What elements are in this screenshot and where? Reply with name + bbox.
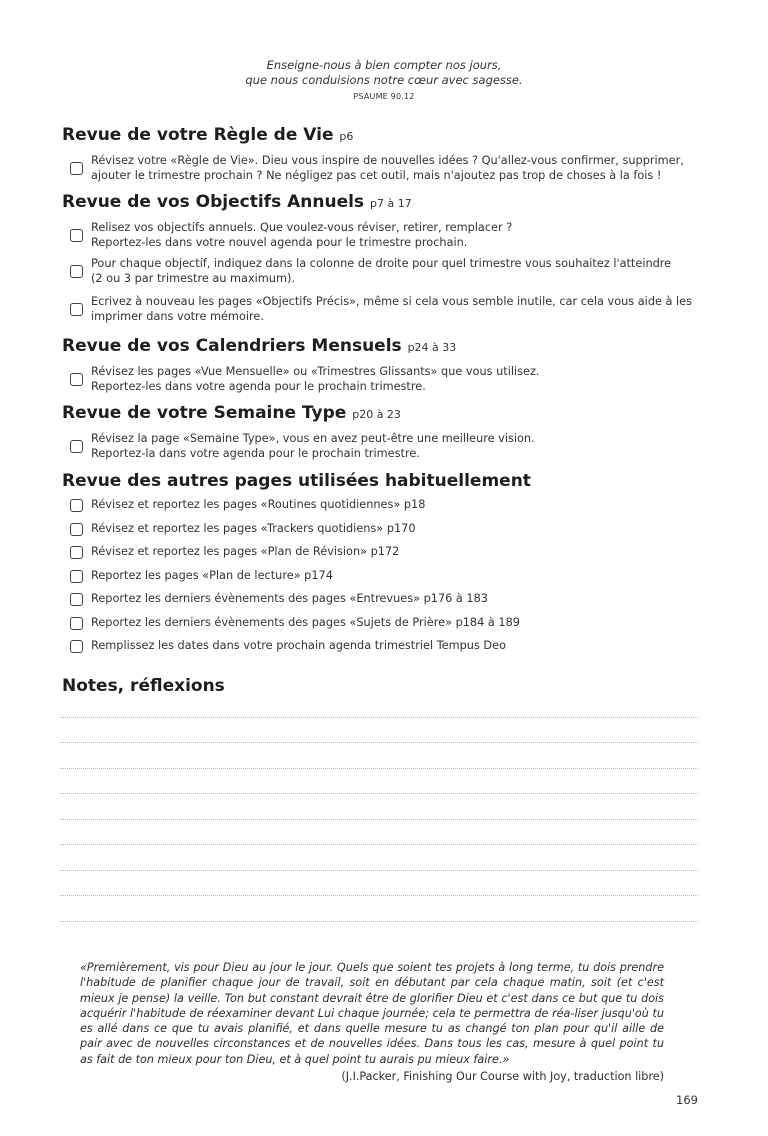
notes-section: [62, 675, 702, 697]
notes-line[interactable]: [60, 844, 698, 845]
section-title: Revue de votre Semaine Type p20 à 23: [62, 403, 401, 423]
checkbox[interactable]: [70, 640, 83, 653]
checklist-item: Révisez et reportez les pages «Routines quotidiennes» p18: [62, 498, 702, 513]
quote-attribution: (J.I.Packer, Finishing Our Course with Joy, traduction libre): [341, 1070, 664, 1083]
page-number: 169: [676, 1093, 698, 1107]
notes-line[interactable]: [60, 870, 698, 871]
section-regle-de-vie: [62, 124, 702, 183]
checklist-item: Relisez vos objectifs annuels. Que voulez-vous réviser, retirer, remplacer ? Reportez-les dans votre nouvel agenda pour le trimestre prochain.: [62, 221, 702, 250]
checklist-item: Reportez les derniers évènements des pages «Entrevues» p176 à 183: [62, 592, 702, 607]
checkbox[interactable]: [70, 546, 83, 559]
section-title: Revue de vos Calendriers Mensuels p24 à 33: [62, 336, 457, 356]
checklist-item: Révisez votre «Règle de Vie». Dieu vous inspire de nouvelles idées ? Qu'allez-vous confirmer, supprimer, ajouter le trimestre prochain ? Ne négligez pas cet outil, mais n'ajoutez pas trop de choses à la fois !: [62, 154, 702, 183]
checklist-item: Pour chaque objectif, indiquez dans la colonne de droite pour quel trimestre vous souhaitez l'atteindre (2 ou 3 par trimestre au maximum).: [62, 257, 702, 286]
notes-title: Notes, réflexions: [62, 676, 225, 696]
checkbox[interactable]: [70, 499, 83, 512]
checklist-item: Révisez et reportez les pages «Trackers quotidiens» p170: [62, 522, 702, 537]
epigraph: [0, 58, 768, 103]
notes-line[interactable]: [60, 793, 698, 794]
epigraph-line-2: que nous conduisions notre cœur avec sagesse.: [245, 73, 523, 87]
section-title: Revue de vos Objectifs Annuels p7 à 17: [62, 192, 412, 212]
checklist-item: Reportez les derniers évènements des pages «Sujets de Prière» p184 à 189: [62, 616, 702, 631]
section-objectifs-annuels: [62, 191, 702, 324]
checkbox[interactable]: [70, 373, 83, 386]
checkbox[interactable]: [70, 303, 83, 316]
checkbox[interactable]: [70, 593, 83, 606]
notes-line[interactable]: [60, 717, 698, 718]
section-semaine-type: [62, 402, 702, 461]
page-ref: p24 à 33: [407, 341, 457, 354]
notes-line[interactable]: [60, 768, 698, 769]
notes-line[interactable]: [60, 921, 698, 922]
checkbox[interactable]: [70, 440, 83, 453]
notes-line[interactable]: [60, 895, 698, 896]
checklist-item: Ecrivez à nouveau les pages «Objectifs Précis», même si cela vous semble inutile, car cela vous aide à les imprimer dans votre mémoire.: [62, 295, 702, 324]
checkbox[interactable]: [70, 523, 83, 536]
section-title: Revue des autres pages utilisées habituellement: [62, 471, 531, 491]
checkbox[interactable]: [70, 265, 83, 278]
page-ref: p20 à 23: [352, 408, 401, 421]
page-ref: p6: [339, 130, 354, 143]
checklist-item: Reportez les pages «Plan de lecture» p174: [62, 569, 702, 584]
epigraph-line-1: Enseigne-nous à bien compter nos jours,: [266, 58, 502, 72]
closing-quote: «Premièrement, vis pour Dieu au jour le jour. Quels que soient tes projets à long terme, tu dois prendre l'habitude de planifier chaque jour de travail, soit en débutant par cela chaque matin, soit (et c'est mieux je pense) la veille. Ton but constant devrait être de glorifier Dieu et c'est dans ce but que tu dois acquérir l'habitude de réexaminer devant Lui chaque journée; cela te permettra de réa-liser jusqu'où tu es allé dans ce que tu avais planifié, et dans quelle mesure tu as changé ton plan pour qu'il aille de pair avec de nouvelles circonstances et de nouvelles idées. Dans tous les cas, mesure à quel point tu as fait de ton mieux pour ton Dieu, et à quel point tu aurais pu mieux faire.»: [80, 961, 664, 1066]
notes-line[interactable]: [60, 742, 698, 743]
checkbox[interactable]: [70, 570, 83, 583]
page-ref: p7 à 17: [369, 197, 412, 210]
checklist-item: Révisez et reportez les pages «Plan de Révision» p172: [62, 545, 702, 560]
section-autres-pages: [62, 470, 702, 654]
checkbox[interactable]: [70, 162, 83, 175]
section-calendriers-mensuels: [62, 335, 702, 394]
notes-line[interactable]: [60, 819, 698, 820]
epigraph-reference: PSAUME 90.12: [353, 92, 415, 101]
checklist-item: Révisez les pages «Vue Mensuelle» ou «Trimestres Glissants» que vous utilisez. Reportez-les dans votre agenda pour le prochain trimestre.: [62, 365, 702, 394]
checklist-item: Remplissez les dates dans votre prochain agenda trimestriel Tempus Deo: [62, 639, 702, 654]
checklist-item: Révisez la page «Semaine Type», vous en avez peut-être une meilleure vision. Reportez-la dans votre agenda pour le prochain trimestre.: [62, 432, 702, 461]
checkbox[interactable]: [70, 229, 83, 242]
section-title: Revue de votre Règle de Vie p6: [62, 125, 354, 145]
checkbox[interactable]: [70, 617, 83, 630]
